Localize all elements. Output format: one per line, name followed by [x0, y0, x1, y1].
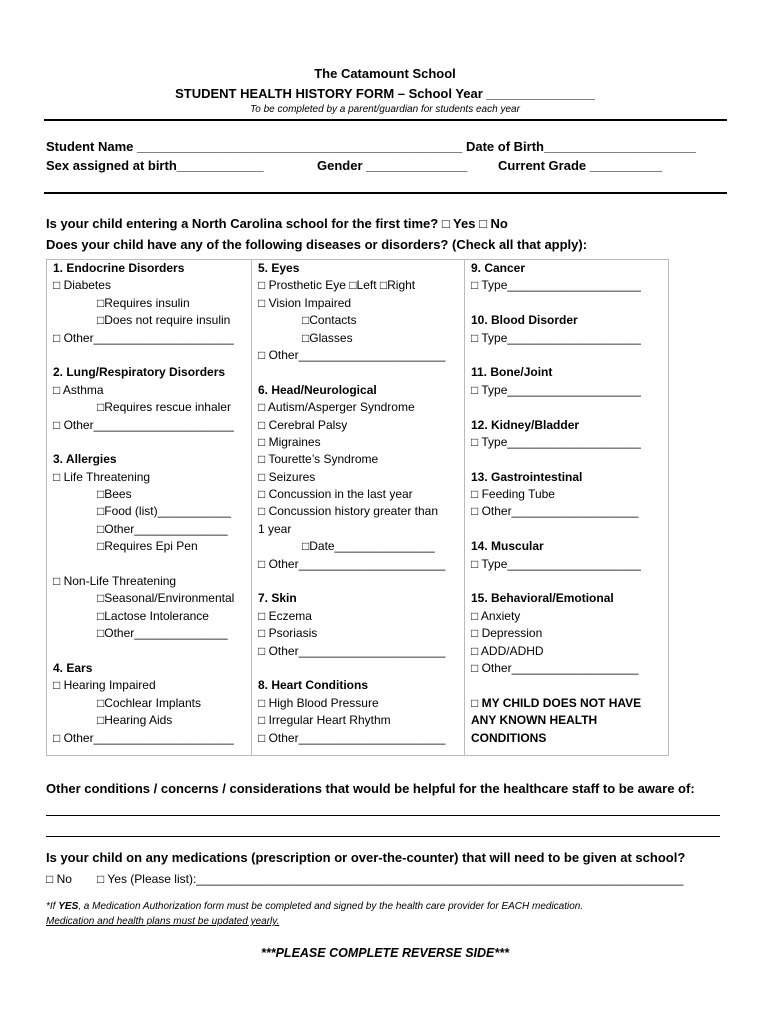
- condition-checkbox[interactable]: □Seasonal/Environmental: [97, 591, 235, 606]
- conditions-column-2: [252, 260, 465, 755]
- spacer: [47, 347, 251, 364]
- condition-checkbox[interactable]: □ Autism/Asperger Syndrome: [258, 400, 415, 415]
- condition-checkbox[interactable]: □ Other______________________: [258, 347, 446, 362]
- condition-checkbox[interactable]: □ Type____________________: [471, 382, 641, 397]
- school-name: The Catamount School: [314, 66, 456, 81]
- spacer: [465, 451, 668, 468]
- condition-checkbox[interactable]: □ Other______________________: [258, 556, 446, 571]
- diseases-question: Does your child have any of the following diseases or disorders? (Check all that apply):: [46, 237, 588, 252]
- answer-line-2[interactable]: [46, 836, 720, 837]
- condition-checkbox[interactable]: □Bees: [97, 487, 132, 502]
- medication-note: [46, 901, 583, 912]
- condition-checkbox[interactable]: □ Eczema: [258, 608, 312, 623]
- condition-heading: 11. Bone/Joint: [471, 365, 553, 380]
- condition-checkbox[interactable]: □ Type____________________: [471, 434, 641, 449]
- condition-checkbox[interactable]: □ Cerebral Palsy: [258, 417, 348, 432]
- conditions-column-3: [465, 260, 668, 755]
- condition-checkbox[interactable]: □ Type____________________: [471, 278, 641, 293]
- note-prefix: *If: [46, 901, 59, 912]
- spacer: [465, 399, 668, 416]
- condition-checkbox[interactable]: □ Concussion in the last year: [258, 487, 413, 502]
- spacer: [465, 347, 668, 364]
- medications-no-checkbox[interactable]: □ No: [46, 872, 72, 886]
- spacer: [252, 573, 464, 590]
- condition-checkbox[interactable]: □Contacts: [302, 313, 357, 328]
- spacer: [465, 677, 668, 694]
- condition-checkbox[interactable]: □ Depression: [471, 626, 543, 641]
- spacer: [465, 521, 668, 538]
- medications-yes-field[interactable]: □ Yes (Please list):_________________________________________________________________________: [97, 872, 684, 886]
- condition-checkbox[interactable]: □ Non-Life Threatening: [53, 574, 177, 589]
- condition-checkbox[interactable]: □ Other___________________: [471, 504, 639, 519]
- condition-checkbox[interactable]: □ Other______________________: [258, 730, 446, 745]
- condition-checkbox[interactable]: □ Feeding Tube: [471, 487, 555, 502]
- student-name-field[interactable]: Student Name _____________________________________________ Date of Birth_____________________: [46, 139, 696, 154]
- condition-checkbox[interactable]: □ Tourette’s Syndrome: [258, 452, 379, 467]
- condition-checkbox[interactable]: □ High Blood Pressure: [258, 695, 379, 710]
- answer-line-1[interactable]: [46, 815, 720, 816]
- condition-checkbox[interactable]: □Lactose Intolerance: [97, 608, 209, 623]
- condition-checkbox[interactable]: □ ADD/ADHD: [471, 643, 544, 658]
- condition-heading: 5. Eyes: [258, 261, 300, 275]
- reverse-side-note: ***PLEASE COMPLETE REVERSE SIDE***: [261, 946, 509, 960]
- spacer: [465, 573, 668, 590]
- condition-checkbox[interactable]: □ Other_____________________: [53, 417, 234, 432]
- spacer: [47, 556, 251, 573]
- condition-heading: 9. Cancer: [471, 261, 526, 275]
- form-instruction: To be completed by a parent/guardian for students each year: [250, 104, 520, 115]
- condition-heading: 2. Lung/Respiratory Disorders: [53, 365, 226, 380]
- condition-checkbox[interactable]: □ Seizures: [258, 469, 316, 484]
- condition-heading: 14. Muscular: [471, 539, 544, 554]
- condition-checkbox[interactable]: □ Life Threatening: [53, 469, 151, 484]
- condition-checkbox[interactable]: □ Migraines: [258, 434, 321, 449]
- conditions-grid: [46, 259, 669, 756]
- condition-checkbox[interactable]: □ Diabetes: [53, 278, 111, 293]
- condition-heading: 1. Endocrine Disorders: [53, 261, 185, 275]
- condition-checkbox[interactable]: □ Type____________________: [471, 330, 641, 345]
- condition-heading: 15. Behavioral/Emotional: [471, 591, 614, 606]
- spacer: [47, 643, 251, 660]
- condition-heading: CONDITIONS: [471, 730, 547, 745]
- condition-heading: 6. Head/Neurological: [258, 382, 377, 397]
- condition-heading: 4. Ears: [53, 660, 93, 675]
- condition-checkbox[interactable]: 1 year: [258, 521, 292, 536]
- condition-checkbox[interactable]: □Other______________: [97, 521, 228, 536]
- form-title: STUDENT HEALTH HISTORY FORM – School Year _______________: [175, 86, 595, 101]
- spacer: [465, 295, 668, 312]
- condition-heading: 3. Allergies: [53, 452, 117, 467]
- condition-checkbox[interactable]: □Date_______________: [302, 539, 435, 554]
- info-divider: [44, 192, 727, 194]
- condition-checkbox[interactable]: □Cochlear Implants: [97, 695, 201, 710]
- condition-checkbox[interactable]: □Other______________: [97, 626, 228, 641]
- condition-checkbox[interactable]: □ Vision Impaired: [258, 295, 352, 310]
- other-conditions-question: Other conditions / concerns / considerations that would be helpful for the healthcare staff to be aware of:: [46, 781, 695, 796]
- header-divider: [44, 119, 727, 121]
- condition-heading: 8. Heart Conditions: [258, 678, 369, 693]
- condition-checkbox[interactable]: □Requires insulin: [97, 295, 190, 310]
- condition-checkbox[interactable]: □Glasses: [302, 330, 353, 345]
- condition-checkbox[interactable]: □ Hearing Impaired: [53, 678, 156, 693]
- condition-heading: 13. Gastrointestinal: [471, 469, 583, 484]
- condition-checkbox[interactable]: □ Other_____________________: [53, 330, 234, 345]
- condition-checkbox[interactable]: □ Other_____________________: [53, 730, 234, 745]
- grade-field[interactable]: Current Grade __________: [498, 158, 663, 173]
- first-time-question[interactable]: Is your child entering a North Carolina school for the first time? □ Yes □ No: [46, 216, 508, 231]
- condition-heading: □ MY CHILD DOES NOT HAVE: [471, 695, 642, 710]
- note-rest: , a Medication Authorization form must be completed and signed by the health care provider for EACH medication.: [78, 901, 584, 912]
- note-yes: YES: [58, 901, 79, 912]
- sex-field[interactable]: Sex assigned at birth____________: [46, 158, 264, 173]
- condition-checkbox[interactable]: □Requires Epi Pen: [97, 539, 198, 554]
- spacer: [252, 660, 464, 677]
- medications-question: Is your child on any medications (prescription or over-the-counter) that will need to be given at school?: [46, 850, 686, 865]
- update-note: Medication and health plans must be updated yearly.: [46, 916, 280, 927]
- condition-checkbox[interactable]: □ Anxiety: [471, 608, 521, 623]
- condition-checkbox[interactable]: □ Other___________________: [471, 660, 639, 675]
- condition-checkbox[interactable]: □ Psoriasis: [258, 626, 318, 641]
- condition-checkbox[interactable]: □ Other______________________: [258, 643, 446, 658]
- condition-checkbox[interactable]: □ Prosthetic Eye □Left □Right: [258, 278, 416, 293]
- gender-field[interactable]: Gender ______________: [317, 158, 468, 173]
- conditions-column-1: [47, 260, 252, 755]
- condition-heading: ANY KNOWN HEALTH: [471, 713, 598, 728]
- condition-checkbox[interactable]: □ Irregular Heart Rhythm: [258, 713, 391, 728]
- condition-checkbox[interactable]: □ Type____________________: [471, 556, 641, 571]
- condition-heading: 12. Kidney/Bladder: [471, 417, 580, 432]
- condition-checkbox[interactable]: □Food (list)___________: [97, 504, 232, 519]
- condition-heading: 7. Skin: [258, 591, 297, 606]
- condition-checkbox[interactable]: □Hearing Aids: [97, 713, 173, 728]
- condition-checkbox[interactable]: □Does not require insulin: [97, 313, 231, 328]
- spacer: [47, 434, 251, 451]
- condition-heading: 10. Blood Disorder: [471, 313, 578, 328]
- condition-checkbox[interactable]: □ Concussion history greater than: [258, 504, 439, 519]
- condition-checkbox[interactable]: □ Asthma: [53, 382, 104, 397]
- condition-checkbox[interactable]: □Requires rescue inhaler: [97, 400, 231, 415]
- spacer: [252, 364, 464, 381]
